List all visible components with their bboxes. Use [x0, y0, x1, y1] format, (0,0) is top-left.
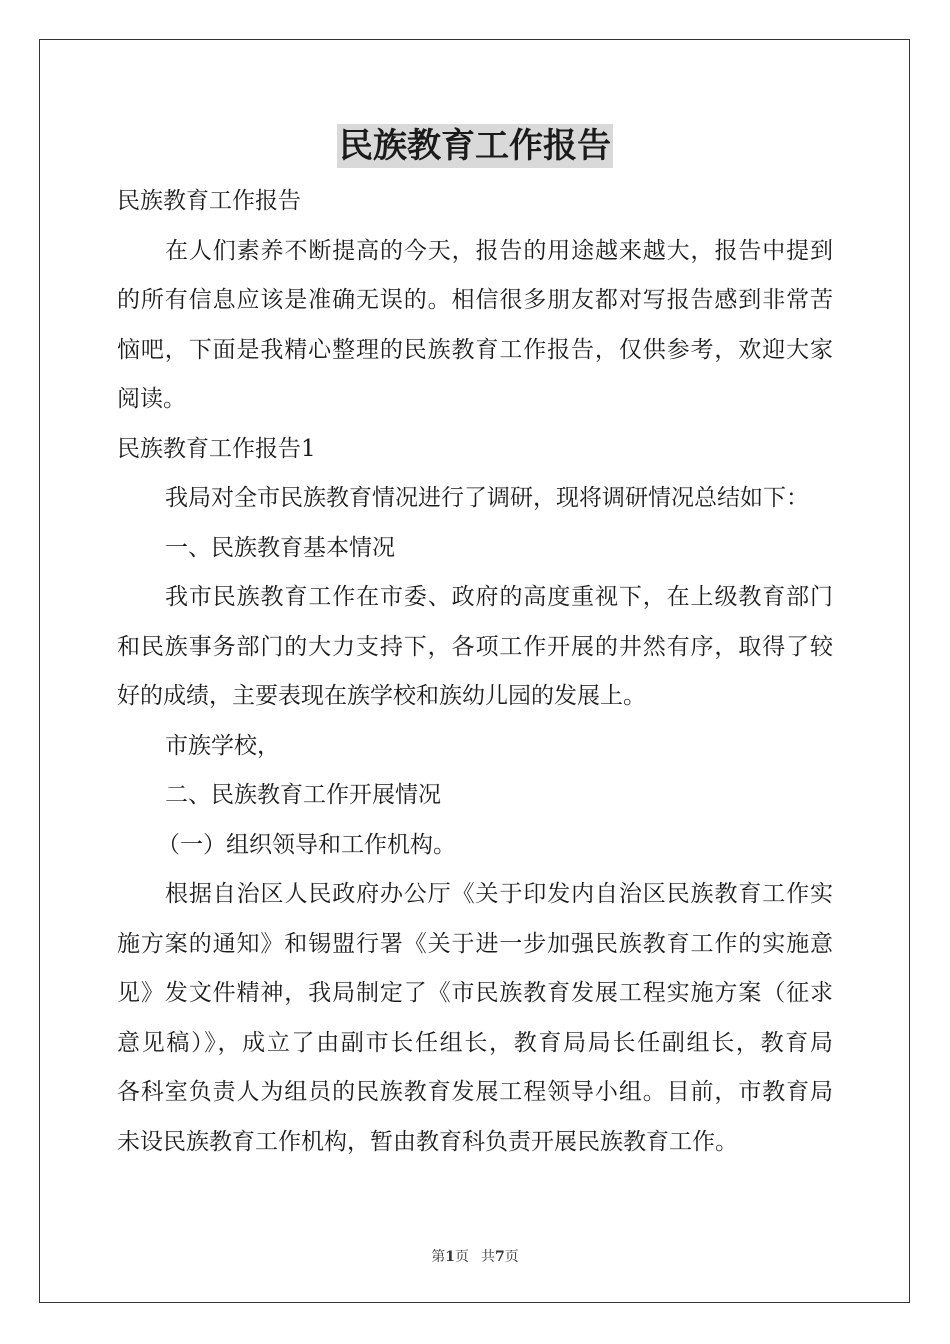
paragraph-line: 意见稿）》，成立了由副市长任组长，教育局局长任副组长，教育局	[117, 1029, 833, 1056]
paragraph-line: 我局对全市民族教育情况进行了调研，现将调研情况总结如下：	[165, 485, 809, 511]
paragraph-line: 市族学校，	[165, 732, 280, 759]
section-heading: 民族教育工作报告1	[117, 435, 316, 462]
section-heading: 民族教育工作报告	[117, 188, 301, 214]
paragraph-line: 好的成绩，主要表现在族学校和族幼儿园的发展上。	[117, 683, 646, 709]
page-prefix: 第	[431, 1249, 446, 1265]
subsection-heading: 一、民族教育基本情况	[165, 534, 395, 561]
paragraph-line: 未设民族教育工作机构，暂由教育科负责开展民族教育工作。	[117, 1128, 738, 1155]
total-prefix: 共	[481, 1249, 495, 1265]
paragraph-line: 施方案的通知》和锡盟行署《关于进一步加强民族教育工作的实施意	[117, 930, 833, 957]
paragraph-line: 根据自治区人民政府办公厅《关于印发内自治区民族教育工作实	[165, 881, 833, 907]
subsection-heading: 二、民族教育工作开展情况	[165, 782, 441, 808]
paragraph-line: 阅读。	[117, 386, 186, 412]
paragraph-line: 的所有信息应该是准确无误的。相信很多朋友都对写报告感到非常苦	[117, 287, 833, 313]
page-footer	[0, 1247, 950, 1267]
paragraph-line: 各科室负责人为组员的民族教育发展工程领导小组。目前，市教育局	[117, 1079, 833, 1105]
paragraph-line: 和民族事务部门的大力支持下，各项工作开展的井然有序，取得了较	[117, 633, 833, 660]
paragraph-line: 在人们素养不断提高的今天，报告的用途越来越大，报告中提到	[165, 237, 833, 264]
page-suffix: 页	[455, 1249, 469, 1265]
page-total: 7	[495, 1249, 505, 1265]
subsection-heading: （一）组织领导和工作机构。	[157, 831, 456, 858]
document-body	[117, 177, 833, 1167]
paragraph-line: 恼吧，下面是我精心整理的民族教育工作报告，仅供参考，欢迎大家	[117, 336, 833, 363]
paragraph-line: 我市民族教育工作在市委、政府的高度重视下，在上级教育部门	[165, 584, 833, 610]
title-container	[0, 124, 950, 168]
total-suffix: 页	[504, 1249, 519, 1265]
page-current: 1	[445, 1249, 455, 1265]
paragraph-line: 见》发文件精神，我局制定了《市民族教育发展工程实施方案（征求	[117, 980, 833, 1006]
document-title: 民族教育工作报告	[339, 126, 611, 166]
